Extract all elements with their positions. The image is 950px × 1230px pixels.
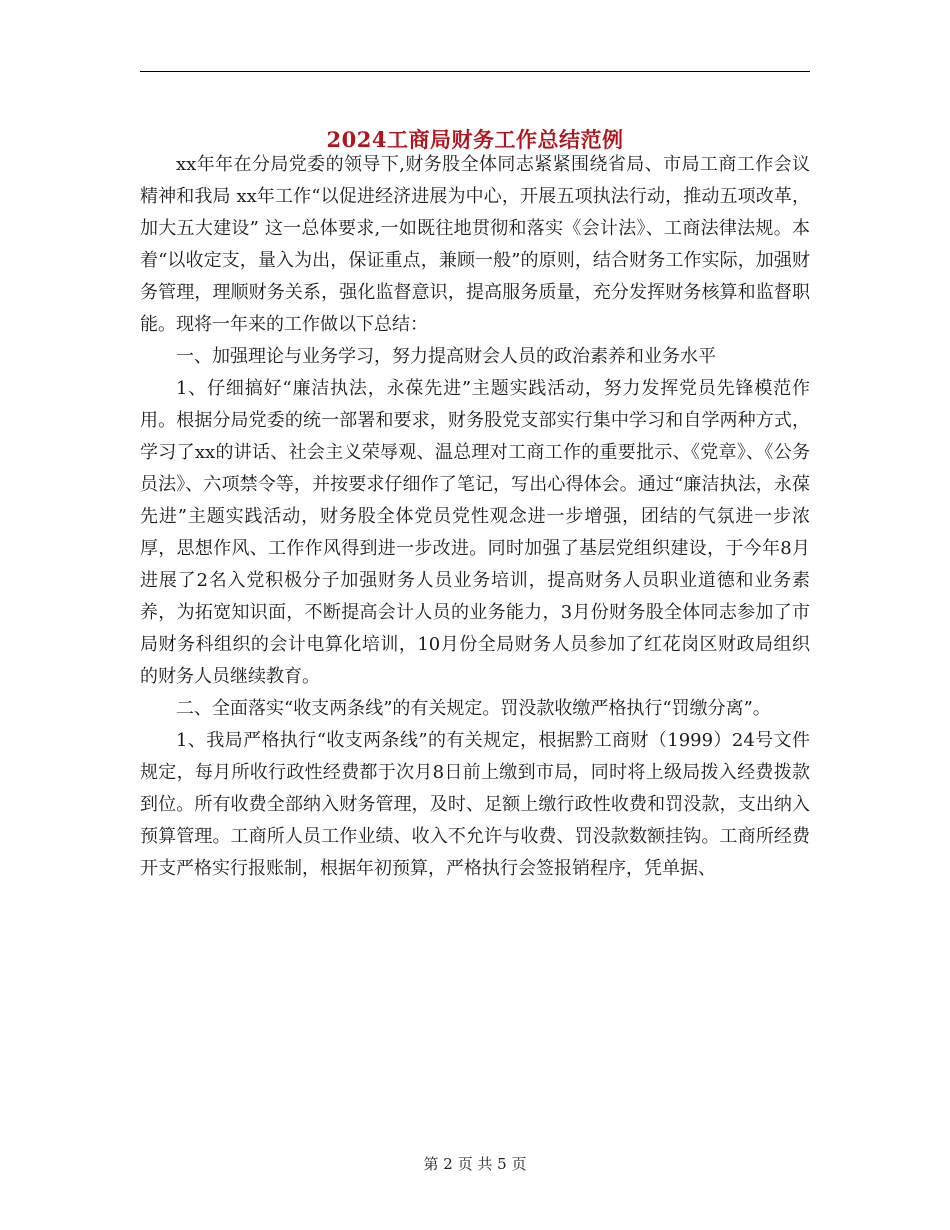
paragraph-section-2-item-1: 1、我局严格执行“收支两条线”的有关规定，根据黔工商财（1999）24号文件规定，每月所收行政性经费都于次月8日前上缴到市局，同时将上级局拨入经费拨款到位。所有收费全部纳入财务管理，及时、足额上缴行政性收费和罚没款，支出纳入预算管理。工商所人员工作业绩、收入不允许与收费、罚没款数额挂钩。工商所经费开支严格实行报账制，根据年初预算，严格执行会签报销程序，凭单据、 <box>140 730 810 879</box>
document-title: 2024工商局财务工作总结范例 <box>326 127 624 153</box>
paragraph-section-1-item-1: 1、仔细搞好“廉洁执法，永葆先进”主题实践活动，努力发挥党员先锋模范作用。根据分局党委的统一部署和要求，财务股党支部实行集中学习和自学两种方式，学习了xx的讲话、社会主义荣辱观、温总理对工商工作的重要批示、《党章》、《公务员法》、六项禁令等，并按要求仔细作了笔记，写出心得体会。通过“廉洁执法，永葆先进”主题实践活动，财务股全体党员党性观念进一步增强，团结的气氛进一步浓厚，思想作风、工作作风得到进一步改进。同时加强了基层党组织建设，于今年8月进展了2名入党积极分子加强财务人员业务培训，提高财务人员职业道德和业务素养，为拓宽知识面，不断提高会计人员的业务能力，3月份财务股全体同志参加了市局财务科组织的会计电算化培训，10月份全局财务人员参加了红花岗区财政局组织的财务人员继续教育。 <box>140 378 810 687</box>
paragraph-intro: xx年年在分局党委的领导下,财务股全体同志紧紧围绕省局、市局工商工作会议精神和我局 xx年工作“以促进经济进展为中心，开展五项执法行动，推动五项改革，加大五大建设” 这一总体要求,一如既往地贯彻和落实《会计法》、工商法律法规。本着“以收定支，量入为出，保证重点，兼顾一般”的原则，结合财务工作实际，加强财务管理，理顺财务关系，强化监督意识，提高服务质量，充分发挥财务核算和监督职能。现将一年来的工作做以下总结： <box>140 154 810 335</box>
header-rule <box>140 71 810 72</box>
document-body <box>140 149 810 885</box>
section-heading-1: 一、加强理论与业务学习，努力提高财会人员的政治素养和业务水平 <box>176 346 716 367</box>
section-heading-2: 二、全面落实“收支两条线”的有关规定。罚没款收缴严格执行“罚缴分离”。 <box>176 698 771 719</box>
page-number-footer: 第 2 页 共 5 页 <box>423 1155 527 1173</box>
